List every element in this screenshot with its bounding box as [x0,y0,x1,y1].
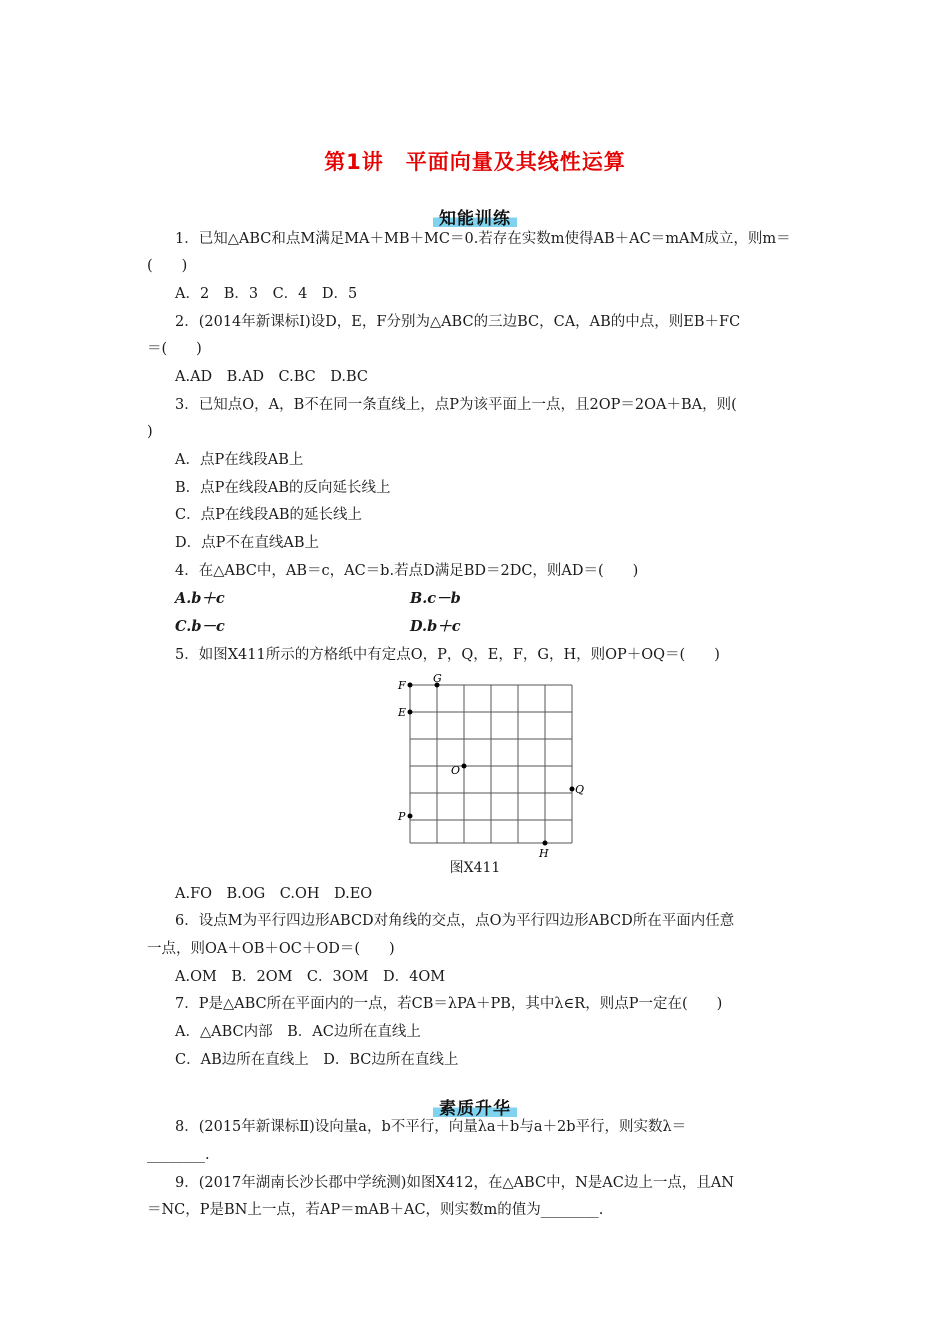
label-o: O [451,764,461,777]
point-e [408,710,413,715]
section-heading-practice [0,204,950,229]
q1-options: A．2 B．3 C．4 D．5 [175,286,358,302]
label-g: G [433,674,442,685]
q1-line1: 1．已知△ABC和点M满足MA＋MB＋MC＝0.若存在实数m使得AB＋AC＝mAM成立，则m＝ [175,231,791,247]
q5-options: A.FO B.OG C.OH D.EO [175,886,373,902]
q1-line2: ( ) [147,258,188,274]
grid-figure [395,674,595,860]
point-f [408,683,413,688]
q6-line1: 6．设点M为平行四边形ABCD对角线的交点，点O为平行四边形ABCD所在平面内任意 [175,913,735,929]
grid-lines [410,685,572,843]
q3-option-b: B．点P在线段AB的反向延长线上 [175,480,391,496]
q4-option-c: C.b－c [175,618,225,635]
point-p [408,814,413,819]
q9-line2: ＝NC，P是BN上一点，若AP＝mAB＋AC，则实数m的值为________. [147,1202,604,1218]
label-f: F [398,679,406,692]
q3-option-a: A．点P在线段AB上 [175,452,304,468]
section-heading-text: 知能训练 [433,204,517,229]
section-heading-text: 素质升华 [433,1094,517,1119]
point-o [462,764,467,769]
label-e: E [398,706,407,719]
q8-line1: 8．(2015年新课标Ⅱ)设向量a，b不平行，向量λa＋b与a＋2b平行，则实数λ＝ [175,1119,687,1135]
point-h [543,841,548,846]
q3-option-d: D．点P不在直线AB上 [175,535,320,551]
q8-line2: ________. [147,1147,210,1163]
point-q [570,787,575,792]
section-heading-advanced [0,1094,950,1119]
label-h: H [539,847,549,860]
label-p: P [398,810,406,823]
label-q: Q [575,783,585,796]
q2-line1: 2．(2014年新课标Ⅰ)设D，E，F分别为△ABC的三边BC，CA，AB的中点，则EB＋FC [175,314,741,330]
q5-line1: 5．如图X411所示的方格纸中有定点O，P，Q，E，F，G，H，则OP＋OQ＝( ) [175,647,720,663]
q9-line1: 9．(2017年湖南长沙长郡中学统测)如图X412，在△ABC中，N是AC边上一点，且AN [175,1175,734,1191]
q3-option-c: C．点P在线段AB的延长线上 [175,507,362,523]
q4-line1: 4．在△ABC中，AB＝c，AC＝b.若点D满足BD＝2DC，则AD＝( ) [175,563,639,579]
q7-line1: 7．P是△ABC所在平面内的一点，若CB＝λPA＋PB，其中λ∈R，则点P一定在( ) [175,996,723,1012]
q6-options: A.OM B．2OM C．3OM D．4OM [175,969,446,985]
q3-line1: 3．已知点O，A，B不在同一条直线上，点P为该平面上一点，且2OP＝2OA＋BA，则( [175,397,737,413]
q4-option-d: D.b＋c [410,618,461,635]
q2-line2: ＝( ) [147,341,202,357]
figure-caption: 图X411 [449,860,501,876]
q7-options-ab: A．△ABC内部 B．AC边所在直线上 [175,1024,421,1040]
q4-option-b: B.c－b [410,590,461,607]
q2-options: A.AD B.AD C.BC D.BC [175,369,368,385]
q4-option-a: A.b＋c [175,590,225,607]
page-title: 第1讲 平面向量及其线性运算 [324,150,626,174]
q3-line2: ) [147,424,153,440]
q6-line2: 一点，则OA＋OB＋OC＋OD＝( ) [147,941,395,957]
q7-options-cd: C．AB边所在直线上 D．BC边所在直线上 [175,1052,459,1068]
